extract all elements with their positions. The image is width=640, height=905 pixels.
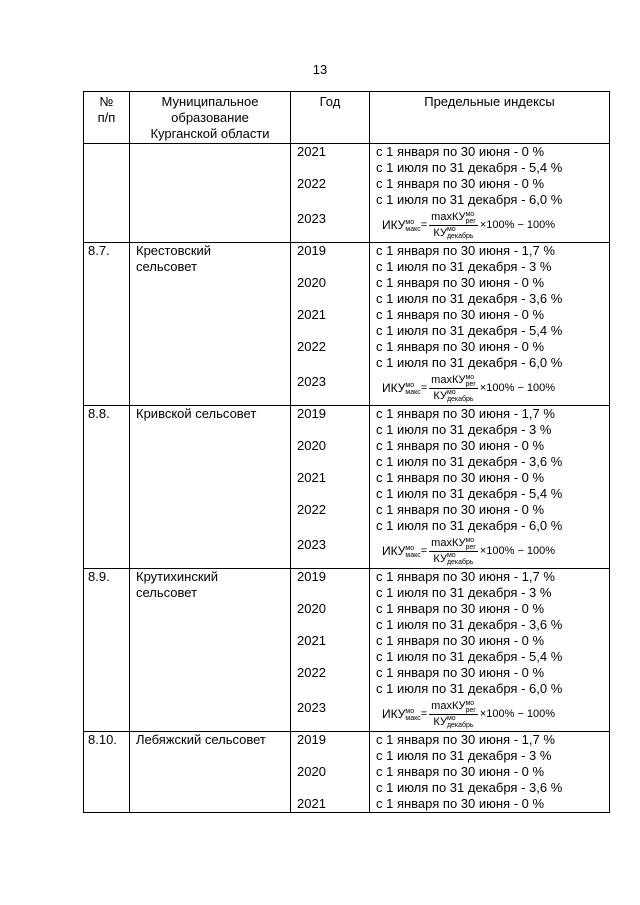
formula-lhs-scripts bbox=[405, 382, 420, 396]
header-num-line1: № bbox=[99, 94, 114, 109]
formula-lhs-scripts bbox=[405, 708, 420, 722]
formula-lhs-base: ИКУ bbox=[382, 707, 406, 721]
row-number: 8.9. bbox=[84, 569, 130, 732]
year-block bbox=[297, 208, 369, 242]
year-label: 2021 bbox=[297, 796, 326, 811]
index-line: с 1 июля по 31 декабря - 3 % bbox=[376, 259, 552, 274]
table-row bbox=[84, 144, 610, 243]
year-spacer bbox=[297, 259, 369, 275]
year-label: 2021 bbox=[297, 307, 326, 322]
index-line: с 1 июля по 31 декабря - 6,0 % bbox=[376, 192, 563, 207]
year-label: 2020 bbox=[297, 764, 326, 779]
municipality-name bbox=[130, 243, 291, 406]
year-label: 2023 bbox=[297, 374, 326, 389]
municipality-name-line: Лебяжский сельсовет bbox=[136, 732, 266, 747]
table-row bbox=[84, 406, 610, 569]
header-num-line2: п/п bbox=[97, 110, 116, 125]
formula-fraction bbox=[429, 210, 478, 239]
index-line: с 1 июля по 31 декабря - 3,6 % bbox=[376, 291, 563, 306]
index-line: с 1 июля по 31 декабря - 3 % bbox=[376, 585, 552, 600]
year-spacer bbox=[297, 681, 369, 697]
row-number: 8.7. bbox=[84, 243, 130, 406]
municipality-name bbox=[130, 732, 291, 813]
formula-fraction bbox=[429, 699, 478, 728]
formula-lhs-scripts bbox=[405, 545, 420, 559]
municipality-name-line: сельсовет bbox=[136, 259, 198, 274]
formula-num-sub: рег bbox=[465, 543, 476, 551]
formula-lhs-scripts bbox=[405, 219, 420, 233]
formula-eq: = bbox=[420, 382, 428, 394]
formula-tail: ×100% − 100% bbox=[479, 545, 556, 557]
formula-numerator bbox=[429, 536, 478, 551]
formula-lhs bbox=[382, 217, 421, 233]
formula-lhs-base: ИКУ bbox=[382, 544, 406, 558]
formula-num-base: maxКУ bbox=[431, 537, 466, 550]
index-line: с 1 января по 30 июня - 0 % bbox=[376, 275, 545, 290]
index-line: с 1 июля по 31 декабря - 3,6 % bbox=[376, 617, 563, 632]
municipality-name bbox=[130, 569, 291, 732]
formula-numerator bbox=[429, 373, 478, 388]
year-spacer bbox=[297, 323, 369, 339]
formula-fraction bbox=[429, 373, 478, 402]
year-spacer bbox=[297, 192, 369, 208]
year-block bbox=[297, 371, 369, 405]
limit-index-formula bbox=[376, 208, 609, 242]
year-label: 2021 bbox=[297, 470, 326, 485]
year-spacer bbox=[297, 748, 369, 764]
year-spacer bbox=[297, 649, 369, 665]
formula-lhs bbox=[382, 380, 421, 396]
year-cell bbox=[291, 569, 370, 732]
year-spacer bbox=[297, 160, 369, 176]
formula-num-sup: мо bbox=[465, 210, 475, 218]
table-row bbox=[84, 732, 610, 813]
year-cell bbox=[291, 732, 370, 813]
formula-lhs-sub: макс bbox=[405, 714, 421, 722]
year-spacer bbox=[297, 454, 369, 470]
year-label: 2023 bbox=[297, 537, 326, 552]
formula-den-sup: мо bbox=[446, 225, 456, 233]
formula-lhs-base: ИКУ bbox=[382, 381, 406, 395]
index-line: с 1 января по 30 июня - 0 % bbox=[376, 796, 545, 811]
index-line: с 1 января по 30 июня - 0 % bbox=[376, 438, 545, 453]
index-line: с 1 января по 30 июня - 0 % bbox=[376, 764, 545, 779]
year-label: 2022 bbox=[297, 665, 326, 680]
formula-den-base: КУ bbox=[433, 552, 447, 565]
formula-tail: ×100% − 100% bbox=[479, 382, 556, 394]
header-mun-line1: Муниципальное bbox=[161, 94, 259, 109]
formula-den-scripts bbox=[447, 226, 474, 240]
index-line: с 1 июля по 31 декабря - 5,4 % bbox=[376, 486, 563, 501]
formula-den-scripts bbox=[447, 552, 474, 566]
formula-num-scripts bbox=[465, 211, 475, 225]
index-line: с 1 января по 30 июня - 1,7 % bbox=[376, 569, 555, 584]
formula-den-scripts bbox=[447, 715, 474, 729]
header-indices: Предельные индексы bbox=[370, 92, 610, 144]
limit-index-formula bbox=[376, 371, 609, 405]
formula-eq: = bbox=[420, 545, 428, 557]
formula-lhs-base: ИКУ bbox=[382, 218, 406, 232]
year-label: 2023 bbox=[297, 211, 326, 226]
year-spacer bbox=[297, 617, 369, 633]
formula-denominator bbox=[431, 715, 475, 729]
year-cell bbox=[291, 144, 370, 243]
formula-lhs bbox=[382, 706, 421, 722]
index-line: с 1 января по 30 июня - 0 % bbox=[376, 144, 545, 159]
index-line: с 1 января по 30 июня - 0 % bbox=[376, 339, 545, 354]
year-block bbox=[297, 534, 369, 568]
index-line: с 1 января по 30 июня - 0 % bbox=[376, 502, 545, 517]
year-spacer bbox=[297, 518, 369, 534]
formula-denominator bbox=[431, 226, 475, 240]
index-line: с 1 января по 30 июня - 0 % bbox=[376, 601, 545, 616]
formula-lhs-sup: мо bbox=[405, 218, 415, 226]
formula-den-sup: мо bbox=[446, 388, 456, 396]
formula-den-base: КУ bbox=[433, 226, 447, 239]
indices-table bbox=[83, 91, 610, 813]
table-row bbox=[84, 243, 610, 406]
formula-num-sup: мо bbox=[465, 699, 475, 707]
index-line: с 1 января по 30 июня - 0 % bbox=[376, 176, 545, 191]
year-label: 2019 bbox=[297, 243, 326, 258]
formula-lhs-sup: мо bbox=[405, 381, 415, 389]
table-body bbox=[84, 144, 610, 813]
formula-tail: ×100% − 100% bbox=[479, 708, 556, 720]
index-line: с 1 июля по 31 декабря - 5,4 % bbox=[376, 649, 563, 664]
formula-num-scripts bbox=[465, 700, 475, 714]
formula-denominator bbox=[431, 389, 475, 403]
index-line: с 1 января по 30 июня - 0 % bbox=[376, 633, 545, 648]
indices-cell bbox=[370, 144, 610, 243]
formula-eq: = bbox=[420, 219, 428, 231]
formula-den-sub: декабрь bbox=[446, 558, 474, 566]
formula-den-sub: декабрь bbox=[446, 395, 474, 403]
index-line: с 1 июля по 31 декабря - 3,6 % bbox=[376, 780, 563, 795]
index-line: с 1 июля по 31 декабря - 3,6 % bbox=[376, 454, 563, 469]
formula-den-sup: мо bbox=[446, 714, 456, 722]
table-row bbox=[84, 569, 610, 732]
limit-index-formula bbox=[376, 697, 609, 731]
row-number: 8.10. bbox=[84, 732, 130, 813]
municipality-name-line: Крутихинский bbox=[136, 569, 219, 584]
year-cell bbox=[291, 406, 370, 569]
formula-fraction bbox=[429, 536, 478, 565]
year-label: 2020 bbox=[297, 601, 326, 616]
formula-num-sub: рег bbox=[465, 217, 476, 225]
year-label: 2021 bbox=[297, 633, 326, 648]
index-line: с 1 января по 30 июня - 1,7 % bbox=[376, 243, 555, 258]
year-spacer bbox=[297, 780, 369, 796]
municipality-name-line: сельсовет bbox=[136, 585, 198, 600]
formula-lhs-sup: мо bbox=[405, 707, 415, 715]
year-spacer bbox=[297, 355, 369, 371]
limit-index-formula bbox=[376, 534, 609, 568]
year-label: 2021 bbox=[297, 144, 326, 159]
formula-num-base: maxКУ bbox=[431, 211, 466, 224]
formula-den-sub: декабрь bbox=[446, 232, 474, 240]
year-label: 2022 bbox=[297, 502, 326, 517]
formula-denominator bbox=[431, 552, 475, 566]
index-line: с 1 июля по 31 декабря - 5,4 % bbox=[376, 160, 563, 175]
formula-den-sub: декабрь bbox=[446, 721, 474, 729]
formula-num-sup: мо bbox=[465, 373, 475, 381]
year-spacer bbox=[297, 585, 369, 601]
page-number: 13 bbox=[312, 62, 328, 77]
year-spacer bbox=[297, 486, 369, 502]
header-year: Год bbox=[291, 92, 370, 144]
year-label: 2020 bbox=[297, 438, 326, 453]
formula-den-base: КУ bbox=[433, 389, 447, 402]
formula-eq: = bbox=[420, 708, 428, 720]
municipality-name-line: Крестовский bbox=[136, 243, 212, 258]
year-spacer bbox=[297, 422, 369, 438]
header-mun-line2: образование bbox=[171, 110, 249, 125]
year-block bbox=[297, 697, 369, 731]
year-label: 2023 bbox=[297, 700, 326, 715]
formula-num-sup: мо bbox=[465, 536, 475, 544]
header-num bbox=[84, 92, 130, 144]
index-line: с 1 июля по 31 декабря - 3 % bbox=[376, 748, 552, 763]
header-mun-line3: Курганской области bbox=[150, 126, 270, 141]
formula-numerator bbox=[429, 210, 478, 225]
year-label: 2022 bbox=[297, 339, 326, 354]
year-label: 2022 bbox=[297, 176, 326, 191]
formula-lhs-sub: макс bbox=[405, 551, 421, 559]
indices-cell bbox=[370, 406, 610, 569]
year-label: 2019 bbox=[297, 406, 326, 421]
formula-num-sub: рег bbox=[465, 380, 476, 388]
formula-den-scripts bbox=[447, 389, 474, 403]
index-line: с 1 января по 30 июня - 0 % bbox=[376, 665, 545, 680]
year-label: 2019 bbox=[297, 732, 326, 747]
formula-lhs-sub: макс bbox=[405, 225, 421, 233]
index-line: с 1 января по 30 июня - 0 % bbox=[376, 307, 545, 322]
formula-den-sup: мо bbox=[446, 551, 456, 559]
municipality-name bbox=[130, 144, 291, 243]
indices-cell bbox=[370, 732, 610, 813]
index-line: с 1 января по 30 июня - 1,7 % bbox=[376, 732, 555, 747]
index-line: с 1 июля по 31 декабря - 6,0 % bbox=[376, 518, 563, 533]
index-line: с 1 июля по 31 декабря - 6,0 % bbox=[376, 355, 563, 370]
header-municipality bbox=[130, 92, 291, 144]
formula-num-scripts bbox=[465, 374, 475, 388]
index-line: с 1 июля по 31 декабря - 6,0 % bbox=[376, 681, 563, 696]
table-header-row bbox=[84, 92, 610, 144]
formula-den-base: КУ bbox=[433, 715, 447, 728]
year-spacer bbox=[297, 291, 369, 307]
year-label: 2020 bbox=[297, 275, 326, 290]
indices-cell bbox=[370, 569, 610, 732]
formula-num-base: maxКУ bbox=[431, 700, 466, 713]
indices-cell bbox=[370, 243, 610, 406]
formula-lhs bbox=[382, 543, 421, 559]
municipality-name-line: Кривской сельсовет bbox=[136, 406, 257, 421]
formula-lhs-sub: макс bbox=[405, 388, 421, 396]
index-line: с 1 июля по 31 декабря - 3 % bbox=[376, 422, 552, 437]
formula-num-scripts bbox=[465, 537, 475, 551]
municipality-name bbox=[130, 406, 291, 569]
index-line: с 1 января по 30 июня - 0 % bbox=[376, 470, 545, 485]
formula-lhs-sup: мо bbox=[405, 544, 415, 552]
index-line: с 1 июля по 31 декабря - 5,4 % bbox=[376, 323, 563, 338]
year-cell bbox=[291, 243, 370, 406]
year-label: 2019 bbox=[297, 569, 326, 584]
index-line: с 1 января по 30 июня - 1,7 % bbox=[376, 406, 555, 421]
row-number bbox=[84, 144, 130, 243]
formula-num-sub: рег bbox=[465, 706, 476, 714]
formula-num-base: maxКУ bbox=[431, 374, 466, 387]
formula-numerator bbox=[429, 699, 478, 714]
row-number: 8.8. bbox=[84, 406, 130, 569]
formula-tail: ×100% − 100% bbox=[479, 219, 556, 231]
